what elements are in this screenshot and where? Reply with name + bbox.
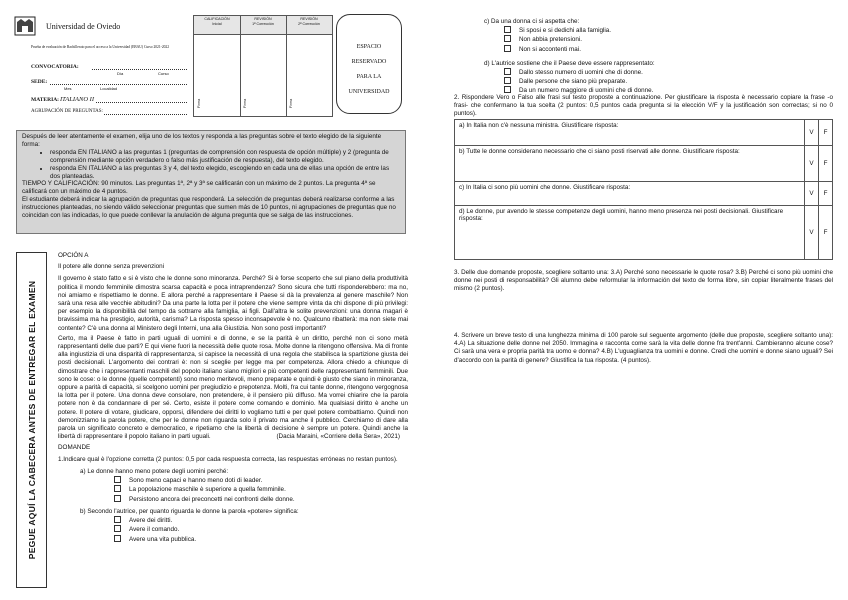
question-1d: d) L'autrice sostiene che il Paese deve essere rappresentato: (484, 59, 655, 67)
domande-label: DOMANDE (58, 443, 91, 451)
tf-row (455, 146, 833, 182)
question-1b: b) Secondo l'autrice, per quanto riguarda le donne la parola «potere» significa: (80, 507, 299, 515)
option-item[interactable]: Avere dei diritti. (58, 516, 408, 525)
tf-true-cell[interactable]: V (805, 120, 819, 146)
checkbox-icon[interactable] (114, 516, 121, 523)
option-item[interactable]: Dallo stesso numero di uomini che di donne. (484, 68, 824, 77)
tf-row (455, 182, 833, 206)
grade-col-inicial: CALIFICACIÓN Inicial (204, 17, 230, 26)
university-name: Universidad de Oviedo (46, 22, 121, 31)
grade-divider (240, 16, 241, 116)
firma-label: Firma (243, 98, 247, 108)
materia-value: ITALIANO II (60, 96, 95, 103)
question-1c: c) Da una donna ci si aspetta che: (484, 18, 580, 25)
checkbox-icon[interactable] (504, 26, 511, 33)
grade-col-revision-2: REVISIÓN 2ª Corrección (298, 17, 320, 26)
convocatoria-label: CONVOCATORIA: (31, 64, 79, 70)
sede-field[interactable] (50, 78, 187, 85)
question-1a: a) Le donne hanno meno potere degli uomini perché: (80, 468, 229, 476)
option-item[interactable]: Avere il comando. (58, 525, 408, 534)
instructions-intro: Después de leer atentamente el examen, elija uno de los textos y responda a las preguntas sobre el texto elegido de la siguiente forma: (22, 133, 382, 148)
convocatoria-field[interactable] (92, 63, 187, 70)
checkbox-icon[interactable] (114, 525, 121, 532)
option-item[interactable]: Persistono ancora dei preconcetti nei confronti delle donne. (58, 495, 408, 504)
option-item[interactable]: Non abbia pretensioni. (484, 35, 824, 44)
curso-label: Curso (158, 71, 169, 76)
reserved-space-box: ESPACIO RESERVADO PARA LA UNIVERSIDAD (336, 14, 402, 114)
checkbox-icon[interactable] (114, 485, 121, 492)
question-1c-block (484, 18, 824, 96)
text-paragraph: Il governo è stato fatto e si è visto che le donne sono minoranza. Perché? Si è forse scoperto che sul piano della produttività politica il mondo femminile dimostra scarsa capacità e poca intraprendenza? Sono sicura che tutti risponderebbero: ma no, noi amiamo e rispettiamo le donne. E allora perché a rappresentare il Paese si dà la prevalenza al genere maschile? Non sarà una resa alle vecchie abitudini? Da una parte la lotta per il potere che viene sempre vinta da chi dispone di più privilegi: per esempio la disponibilità del tempo da sottrarre alla famiglia, ai figli. Dall'altra le solite prevenzioni: una donna magari è bravissima ma ha prestigio, autorità, carisma? La risposta spesso inconsapevole è no. Qualcuno ribatterà: ma non siete mai contente? C'è una donna al Ministero degli Interni, una alla Giustizia. Non sono posti importanti? (58, 275, 408, 332)
text-title: Il potere alle donne senza prevenzioni (58, 263, 165, 271)
tf-true-cell[interactable]: V (805, 146, 819, 182)
instructions-bullet: • responda EN ITALIANO a las preguntas 1 (preguntas de comprensión con respuesta de opción múltiple) y 2 (pregunta de comprensión mediante opción verdadero o falso más justificación de respuesta), del texto elegido. (50, 149, 400, 165)
checkbox-icon[interactable] (504, 68, 511, 75)
option-item[interactable]: Dalle persone che siano più preparate. (484, 77, 824, 86)
tf-statement[interactable]: d) Le donne, pur avendo le stesse competenze degli uomini, hanno meno presenza nei posti decisionali. Giustificare risposta: (455, 206, 805, 260)
reading-text (58, 252, 408, 544)
instructions-box (16, 130, 406, 234)
option-item[interactable]: Da un numero maggiore di uomini che di donne. (484, 86, 824, 95)
grade-divider (286, 16, 287, 116)
tf-false-cell[interactable]: F (819, 146, 833, 182)
question-3: 3. Delle due domande proposte, scegliere soltanto una: 3.A) Perché sono necessarie le quote rosa? 3.B) Perché ci sono più uomini che donne nei posti di responsabilità? Gli alumno debe reformular la información del texto de forma libre, sin copiar literalmente frases del mismo (2 puntos). (454, 269, 833, 293)
option-label: OPCIÓN A (58, 252, 89, 259)
instructions-tiempo: TIEMPO Y CALIFICACIÓN: 90 minutos. Las preguntas 1ª, 2ª y 3ª se calificarán con un máximo de 2 puntos. La pregunta 4ª se calificará con un máximo de 4 puntos. (22, 180, 376, 196)
tf-false-cell[interactable]: F (819, 182, 833, 206)
mes-label: Mes (64, 86, 72, 91)
checkbox-icon[interactable] (114, 476, 121, 483)
true-false-table (454, 119, 833, 260)
question-2: 2. Rispondere Vero o Falso alle frasi sul testo proposte a continuazione. Per giustificare la risposta è necessario copiare la frase -o frasi- che confermano la tua scelta (2 puntos: 0,5 puntos cada pregunta si la elección V/F y la justificación son correctas; si no 0 puntos). (454, 94, 833, 118)
question-1: 1.Indicare qual è l'opzione corretta (2 puntos: 0,5 por cada respuesta correcta, las respuestas erróneas no restan puntos). (58, 455, 398, 463)
localidad-label: Localidad (100, 86, 118, 91)
checkbox-icon[interactable] (504, 45, 511, 52)
tf-statement[interactable]: c) In Italia ci sono più uomini che donne. Giustificare risposta: (455, 182, 805, 206)
sede-label: SEDE: (31, 79, 48, 85)
option-item[interactable]: La popolazione maschile è superiore a quella femminile. (58, 485, 408, 494)
university-crest-logo (12, 14, 38, 38)
tf-false-cell[interactable]: F (819, 206, 833, 260)
option-item[interactable]: Non si accontenti mai. (484, 45, 824, 54)
text-paragraph: Certo, ma il Paese è fatto in parti uguali di uomini e di donne, e se la parità è un diritto, perché non ci sono metà rappresentanti delle due parti? E qui viene fuori la necessità delle quote rosa. Molte donne la ritengono offensiva. Ma di fronte alla ingiustizia di una disparità di rappresentanza, si capisce la necessità di una regola che stabilisca la spartizione giusta dei posti decisionali. L'argomento dei contrari è: non si sceglie per legge ma per competenza. Allora chiedo a chiunque di dimostrare che i rappresentanti maschili del popolo italiano siano migliori e più competenti delle rappresentanti femminili. Due sono le cose: o le donne (quelle competenti) sono meno meritevoli, meno preparate e quindi è giusto che siano in minoranza, oppure a parità di capacità, si scelgono uomini per pregiudizio e prepotenza. Molti, fra cui tante donne, ritengono vergognosa la lotta per il potere. Una donna deve consolare, non pretendere, è il pensiero più diffuso. Ma vorrei chiarire che la parola potere non è da condannare di per sé. Certo, esiste il potere come comando e dominio. Ma qualsiasi diritto è anche un potere. Il potere di votare, giudicare, opporsi, difendere dei diritti lo vogliamo tutti e per quel potere combattiamo. Quindi non demonizziamo la parola potere, che per le donne non riguarda solo il privato ma anche il pubblico. Cerchiamo di dare alla parola un significato concreto e democratico, e ripetiamo che la libertà di decisione è sempre un potere. Quindi anche la libertà di rappresentare il popolo italiano in parti uguali. (58, 334, 408, 441)
checkbox-icon[interactable] (504, 35, 511, 42)
tf-row (455, 120, 833, 146)
text-source: (Dacia Maraini, «Corriere della Sera», 2021) (276, 433, 400, 441)
header-paste-area (16, 252, 47, 588)
agrupacion-field[interactable] (104, 108, 187, 115)
exam-subtitle: Prueba de evaluación de Bachillerato para el acceso a la Universidad (EBAU) Curso 2021-2022 (31, 45, 170, 49)
checkbox-icon[interactable] (114, 495, 121, 502)
tf-statement[interactable]: a) In Italia non c'è nessuna ministra. Giustificare risposta: (455, 120, 805, 146)
materia-field (96, 96, 187, 103)
firma-label: Firma (197, 98, 201, 108)
checkbox-icon[interactable] (504, 77, 511, 84)
tf-true-cell[interactable]: V (805, 182, 819, 206)
dia-label: Día (117, 71, 124, 76)
grade-table (193, 15, 333, 117)
option-item[interactable]: Si sposi e si dedichi alla famiglia. (484, 26, 824, 35)
sidebar-label: PEGUE AQUÍ LA CABECERA ANTES DE ENTREGAR EL EXAMEN (26, 280, 37, 560)
agrupacion-label: AGRUPACIÓN DE PREGUNTAS: (31, 109, 103, 114)
materia-label: MATERIA: (31, 97, 60, 103)
tf-false-cell[interactable]: F (819, 120, 833, 146)
checkbox-icon[interactable] (504, 86, 511, 93)
instructions-bullet: • responda EN ITALIANO a las preguntas 3 y 4, del texto elegido, escogiendo en cada una de ellas una opción de entre las dos planteadas. (50, 165, 400, 181)
question-4: 4. Scrivere un breve testo di una lunghezza minima di 100 parole sul seguente argomento (delle due proposte, scegliere soltanto una): 4.A) La situazione delle donne nel 2050. Immagina e racconta come sarà la vita delle donne fra trent'anni. Cambieranno alcune cose? Ci sarà una vera e propria parità tra uomo e donna? 4.B) L'uguaglianza tra uomini e donne. Credi che uomini e donne siano uguali? Sei d'accordo con la parità di genere? Giustifica la tua risposta. (4 puntos). (454, 332, 833, 364)
tf-row (455, 206, 833, 260)
option-item[interactable]: Sono meno capaci e hanno meno doti di leader. (58, 476, 408, 485)
option-item[interactable]: Avere una vita pubblica. (58, 535, 408, 544)
grade-col-revision-1: REVISIÓN 1ª Corrección (252, 17, 274, 26)
tf-true-cell[interactable]: V (805, 206, 819, 260)
tf-statement[interactable]: b) Tutte le donne considerano necessario che ci siano posti riservati alle donne. Giustificare risposta: (455, 146, 805, 182)
firma-label: Firma (289, 98, 293, 108)
checkbox-icon[interactable] (114, 535, 121, 542)
instructions-nota: El estudiante deberá indicar la agrupación de preguntas que responderá. La selección de preguntas deberá realizarse conforme a las instrucciones planteadas, no siendo válido seleccionar preguntas que sumen más de 10 puntos, ni agrupaciones de preguntas que no coincidan con las indicadas, lo que puede conllevar la anulación de alguna pregunta que se salga de las instrucciones. (22, 196, 396, 220)
